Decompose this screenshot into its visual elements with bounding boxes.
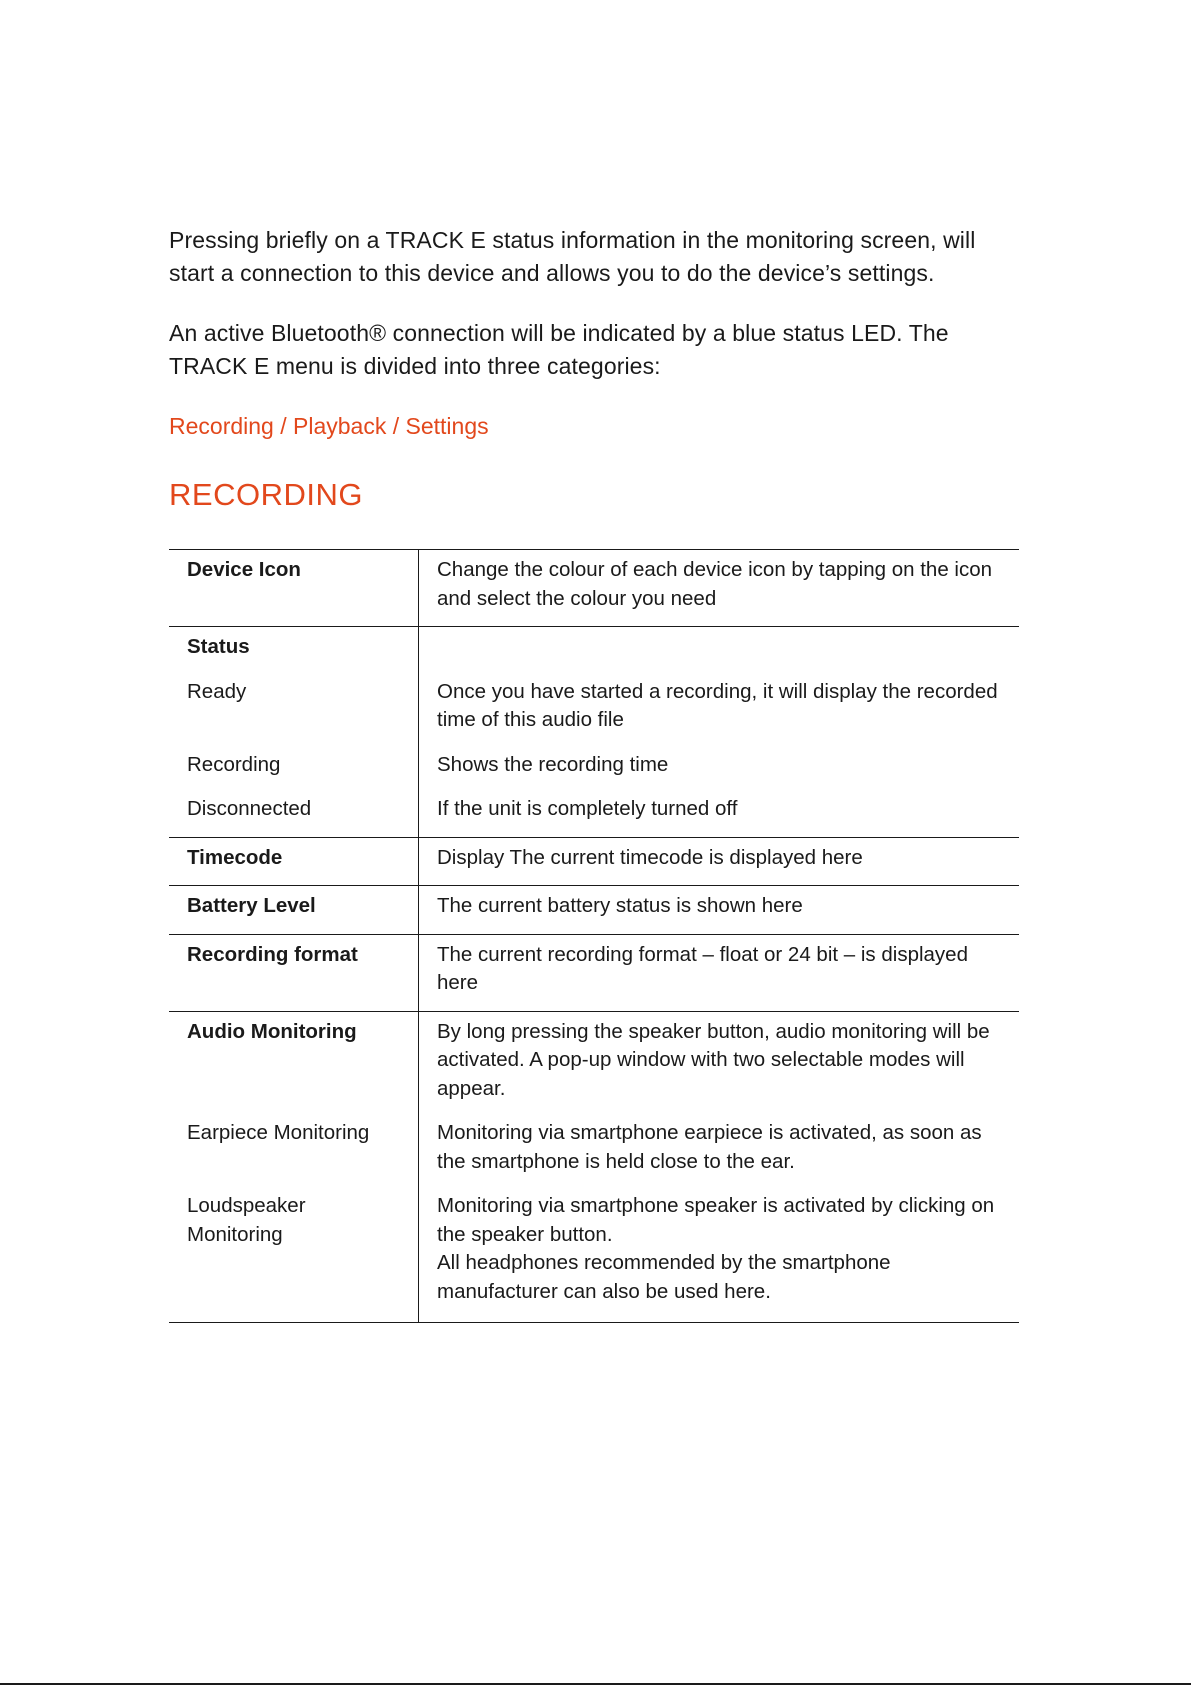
row-label-timecode: Timecode: [169, 837, 419, 886]
row-label-audio-monitoring: Audio Monitoring: [169, 1011, 419, 1119]
row-label-ready: Ready: [169, 678, 419, 751]
table-row: [169, 751, 1019, 796]
table-row: [169, 1011, 1019, 1119]
row-desc-timecode: Display The current timecode is displayed here: [419, 837, 1020, 886]
menu-categories: Recording / Playback / Settings: [169, 413, 489, 439]
table-row: [169, 886, 1019, 935]
row-label-loudspeaker-monitoring: Loudspeaker Monitoring: [169, 1192, 419, 1323]
row-desc-status: [419, 627, 1020, 678]
row-desc-disconnected: If the unit is completely turned off: [437, 797, 738, 820]
row-desc-loudspeaker-monitoring: [419, 1192, 1020, 1323]
recording-table: [169, 549, 1019, 1323]
table-row: [169, 550, 1019, 627]
row-desc-recording: Shows the recording time: [437, 752, 669, 776]
intro-paragraph-2: [169, 317, 1019, 383]
row-desc-recording-format: The current recording format – float or 24 bit – is displayed here: [419, 934, 1020, 1011]
row-label-device-icon: Device Icon: [169, 550, 419, 627]
document-page: [169, 224, 1019, 1323]
row-label-battery-level: Battery Level: [169, 886, 419, 935]
table-row: [169, 837, 1019, 886]
row-label-recording-format: Recording format: [169, 934, 419, 1011]
table-row: [169, 678, 1019, 751]
row-desc-device-icon: Change the colour of each device icon by tapping on the icon and select the colour you need: [419, 550, 1020, 627]
table-row: [169, 1192, 1019, 1323]
intro-paragraph-1-line-1: Pressing briefly on a TRACK E status information in the monitoring screen, will: [169, 227, 976, 253]
table-row: [169, 795, 1019, 837]
intro-paragraph-2-line-2: TRACK E menu is divided into three categories:: [169, 353, 661, 379]
row-desc-audio-monitoring: By long pressing the speaker button, audio monitoring will be activated. A pop-up window with two selectable modes will appear.: [419, 1011, 1020, 1119]
row-desc-ready: Once you have started a recording, it will display the recorded time of this audio file: [437, 679, 998, 731]
row-label-earpiece-monitoring: Earpiece Monitoring: [169, 1119, 419, 1192]
intro-paragraph-1: [169, 224, 1019, 290]
row-label-recording: Recording: [169, 751, 419, 796]
row-label-disconnected: Disconnected: [169, 795, 419, 837]
intro-paragraph-1-line-2: start a connection to this device and allows you to do the device’s settings.: [169, 260, 935, 286]
row-desc-earpiece-monitoring: Monitoring via smartphone earpiece is activated, as soon as the smartphone is held close to the ear.: [437, 1121, 982, 1173]
section-heading: RECORDING: [169, 477, 363, 512]
table-row: [169, 1119, 1019, 1192]
row-label-status: Status: [169, 627, 419, 678]
table-row: [169, 627, 1019, 678]
table-row: [169, 934, 1019, 1011]
row-desc-battery-level: The current battery status is shown here: [419, 886, 1020, 935]
row-desc-loudspeaker-line-1: Monitoring via smartphone speaker is activated by clicking on the speaker button.: [437, 1194, 995, 1246]
row-desc-loudspeaker-line-2: All headphones recommended by the smartphone manufacturer can also be used here.: [437, 1251, 891, 1303]
intro-paragraph-2-line-1: An active Bluetooth® connection will be indicated by a blue status LED. The: [169, 320, 949, 346]
